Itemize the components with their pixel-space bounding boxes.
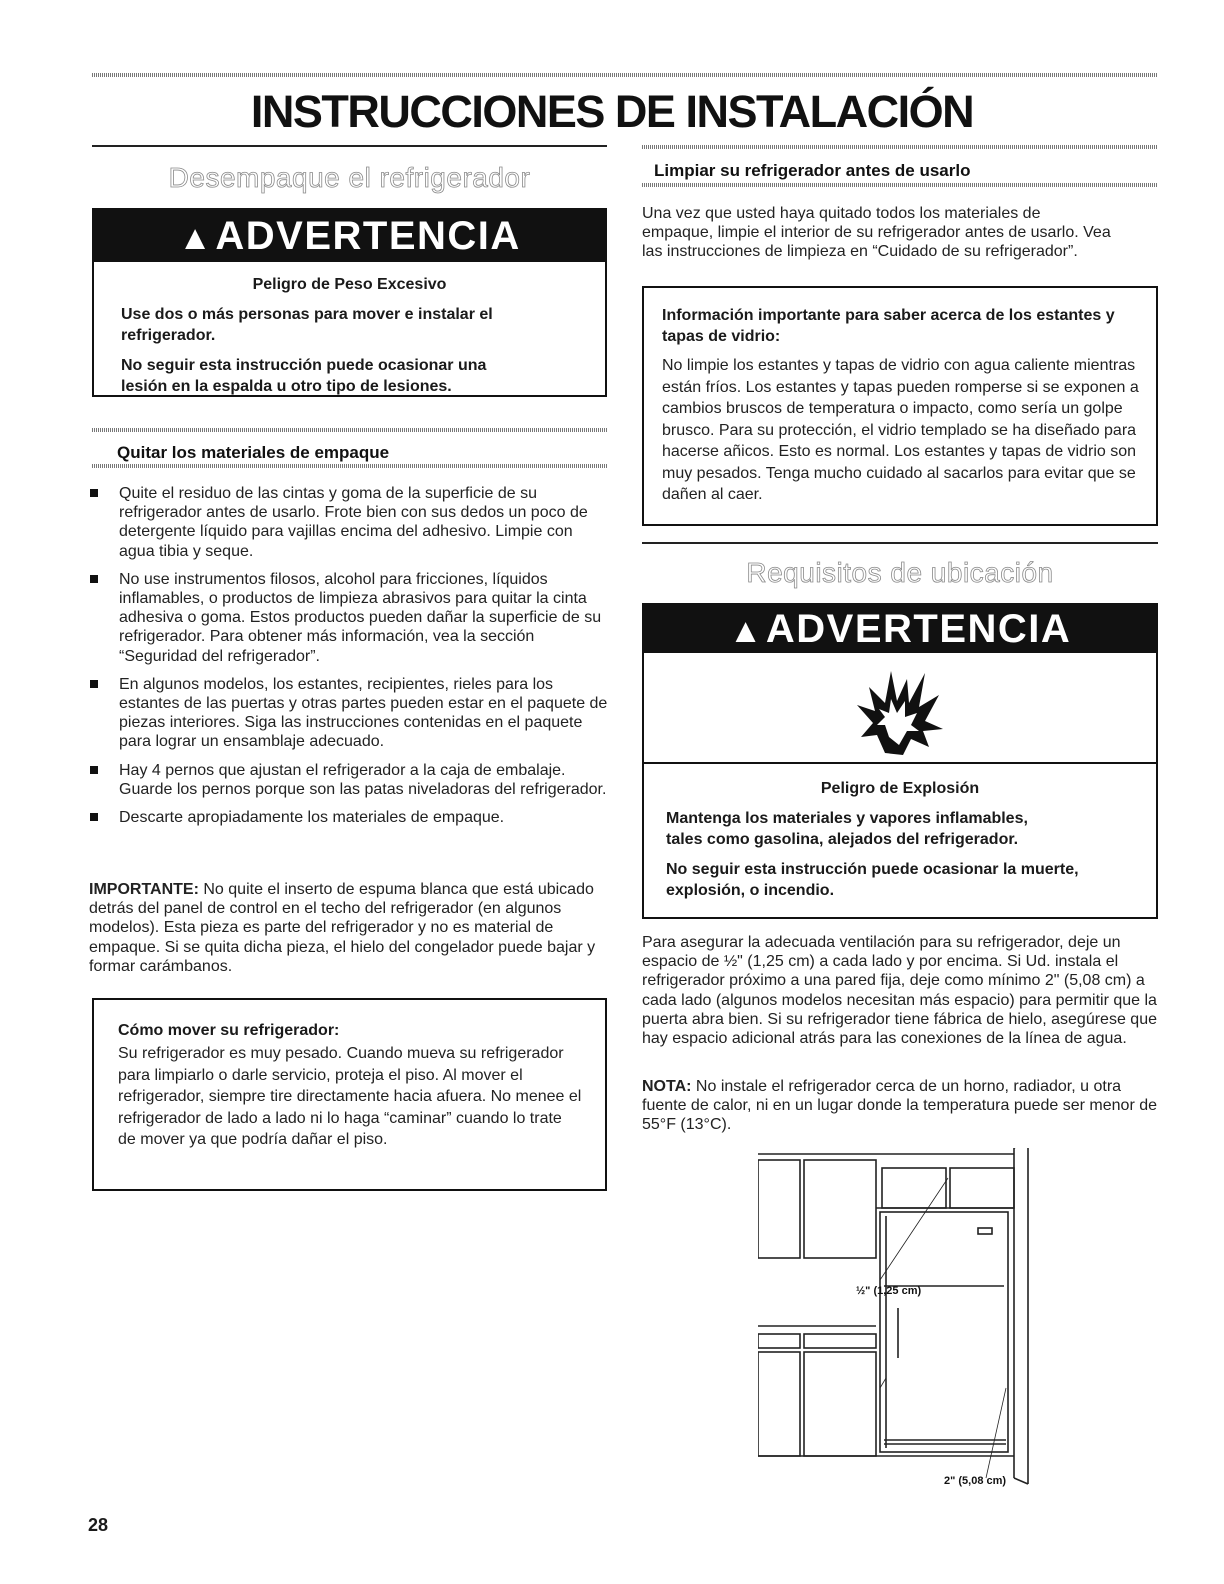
page-title: INSTRUCCIONES DE INSTALACIÓN [250,86,974,137]
warning-hazard-title: Peligro de Explosión [820,780,980,797]
list-item [89,808,609,827]
list-item [89,675,609,752]
move-fridge-box [92,998,607,1191]
subhead-remove-packaging: Quitar los materiales de empaque [117,443,390,462]
list-item [89,570,609,666]
ventilation-paragraph: Para asegurar la adecuada ventilación para su refrigerador, deje un espacio de ½" (1,25 cm) a cada lado y por encima. Si Ud. instala el refrigerador próximo a una pared fija, deje como mínimo 2" (5,08 cm) a cada lado (algunos modelos necesitan más espacio) para permitir que la puerta abra bien. Si su refrigerador tiene fábrica de hielo, asegúrese que hay espacio adicional atrás para las conexiones de la línea de agua. [642,934,1157,1048]
subhead-hatch-top [92,428,607,432]
note-paragraph [642,1077,1157,1135]
important-label: IMPORTANTE: [89,881,199,898]
warning-header [644,605,1156,653]
warning-header-label: ADVERTENCIA [765,607,1072,651]
bullet-square-icon [90,680,98,688]
move-box-title: Cómo mover su refrigerador: [118,1022,340,1039]
installation-clearance-diagram [758,1148,1058,1488]
warning-line-1: Mantenga los materiales y vapores inflamables, tales como gasolina, alejados del refrigerador. [666,810,1028,848]
bullet-square-icon [90,813,98,821]
bullet-text: En algunos modelos, los estantes, recipientes, rieles para los estantes de las puertas y otras partes pueden estar en el paquete de piezas interiores. Siga las instrucciones contenidas en el paquete para lograr un ensamblaje adecuado. [119,675,608,751]
warning-box-weight [92,208,607,397]
explosion-icon-area [644,653,1156,764]
section-title-location: Requisitos de ubicación [746,557,1054,588]
note-text: No instale el refrigerador cerca de un horno, radiador, u otra fuente de calor, ni en un lugar donde la temperatura puede ser menor de 55°F (13°C). [642,1078,1158,1134]
page-number: 28 [88,1515,109,1535]
warning-box-explosion [642,603,1158,919]
glass-box-title: Información importante para saber acerca de los estantes y tapas de vidrio: [662,307,1115,345]
explosion-icon [855,665,945,755]
packaging-bullet-list [89,484,609,836]
clean-hatch-bottom [642,183,1158,187]
bullet-square-icon [90,575,98,583]
subhead-clean-before-use: Limpiar su refrigerador antes de usarlo [654,161,971,180]
important-text: No quite el inserto de espuma blanca que está ubicado detrás del panel de control en el techo del refrigerador (en algunos modelos). Esta pieza es parte del refrigerador y no es material de empaque. Si se quita dicha pieza, el hielo del congelador puede bajar y formar carámbanos. [89,881,596,975]
glass-box-text: No limpie los estantes y tapas de vidrio con agua caliente mientras están fríos. Los estantes y tapas pueden romperse si se exponen a cambios bruscos de temperatura o impacto, como sería un golpe brusco. Para su protección, el vidrio templado se ha diseñado para hacerse añicos. Esto es normal. Los estantes y tapas de vidrio son muy pesados. Tenga mucho cuidado al sacarlos para evitar que se dañen al caer. [662,357,1139,503]
list-item [89,761,609,799]
warning-line-2: No seguir esta instrucción puede ocasionar la muerte, explosión, o incendio. [666,861,1079,899]
right-section-rule [642,542,1158,544]
bullet-text: Hay 4 pernos que ajustan el refrigerador a la caja de embalaje. Guarde los pernos porque son las patas niveladoras del refrigerador. [119,761,607,798]
bullet-text: Descarte apropiadamente los materiales de empaque. [119,809,505,827]
clean-paragraph: Una vez que usted haya quitado todos los materiales de empaque, limpie el interior de su refrigerador antes de usarlo. Vea las instrucciones de limpieza en “Cuidado de su refrigerador”. [642,205,1111,261]
warning-triangle-icon: ▲ [728,612,764,650]
list-item [89,484,609,561]
warning-triangle-icon: ▲ [178,219,214,257]
important-paragraph [89,880,609,976]
bullet-square-icon [90,766,98,774]
warning-header [94,210,605,262]
top-hatched-rule [92,73,1158,77]
warning-line-1: Use dos o más personas para mover e instalar el refrigerador. [121,306,493,344]
glass-shelves-box [642,286,1158,526]
bullet-square-icon [90,489,98,497]
left-section-rule [92,145,607,147]
subhead-hatch-bottom [92,464,607,468]
clean-hatch-top [642,145,1158,149]
warning-line-2: No seguir esta instrucción puede ocasionar una lesión en la espalda u otro tipo de lesiones. [121,357,487,395]
clearance-label-two-inch: 2" (5,08 cm) [944,1475,1007,1487]
warning-header-label: ADVERTENCIA [215,214,521,258]
bullet-text: No use instrumentos filosos, alcohol para fricciones, líquidos inflamables, o productos de limpieza abrasivos para quitar la cinta adhesiva o goma. Estos productos pueden dañar la superficie de su refrigerador. Para obtener más información, vea la sección “Seguridad del refrigerador”. [119,570,602,665]
warning-hazard-title: Peligro de Peso Excesivo [252,276,447,293]
move-box-text: Su refrigerador es muy pesado. Cuando mueva su refrigerador para limpiarlo o darle servicio, proteja el piso. Al mover el refrigerador, siempre tire directamente hacia afuera. No menee el refrigerador de lado a lado ni lo haga “caminar” cuando lo trate de mover ya que podría dañar el piso. [118,1045,582,1149]
bullet-text: Quite el residuo de las cintas y goma de la superficie de su refrigerador antes de usarlo. Frote bien con sus dedos un poco de detergente líquido para vajillas encima del adhesivo. Limpie con agua tibia y seque. [119,485,588,560]
clearance-label-half-inch: ½" (1,25 cm) [856,1285,922,1297]
note-label: NOTA: [642,1078,692,1095]
section-title-unpack: Desempaque el refrigerador [168,162,531,193]
